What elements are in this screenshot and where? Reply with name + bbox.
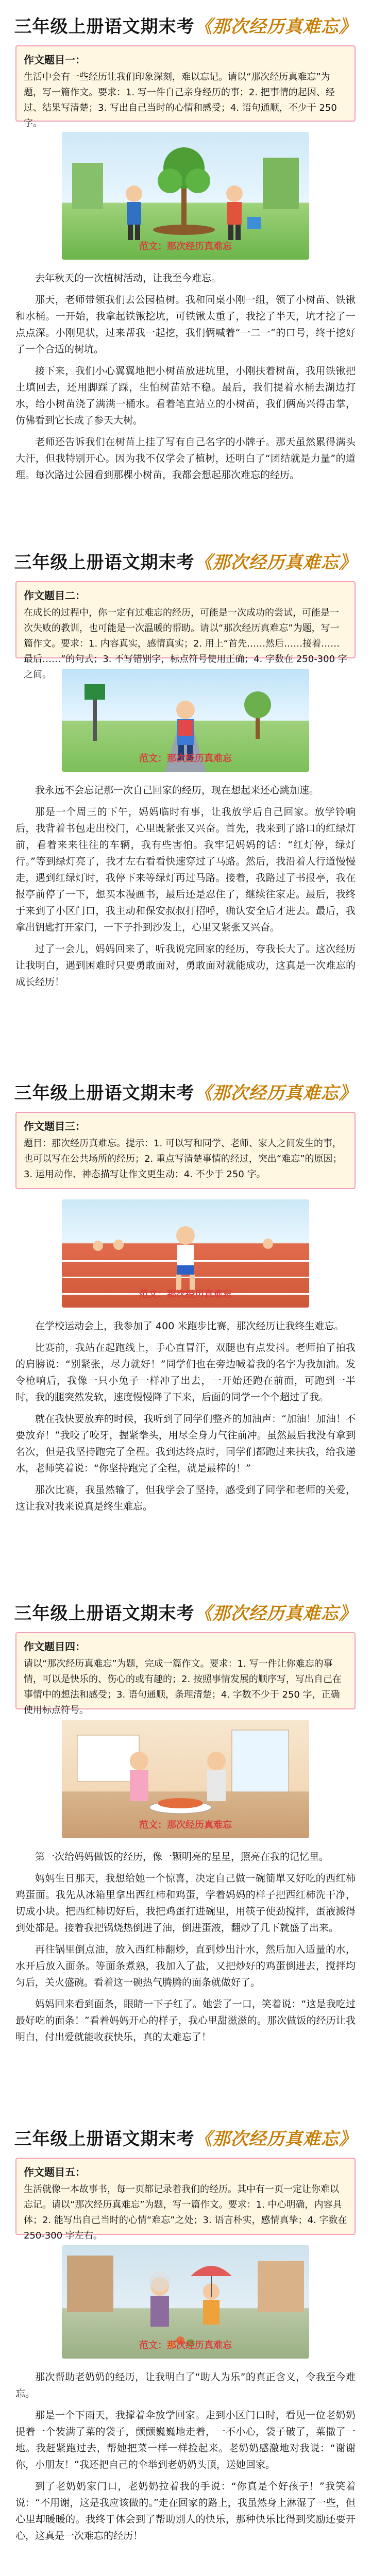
prompt-box (15, 1632, 356, 1716)
section-title (0, 1079, 371, 1104)
essay-body (15, 1318, 356, 1520)
essay-paragraph: 我永远不会忘记那一次自己回家的经历，现在想起来还心跳加速。 (35, 785, 319, 796)
essay-paragraph: 那次比赛，我虽然输了，但我学会了坚持，感受到了同学和老师的关爱，这让我对我来说真是终生难忘。 (15, 1484, 356, 1512)
essay-paragraph: 第一次给妈妈做饭的经历，像一颗明亮的星星，照亮在我的记忆里。 (35, 1851, 329, 1862)
title-highlight: 《那次经历真难忘》 (194, 552, 357, 573)
title-highlight: 《那次经历真难忘》 (194, 16, 357, 37)
essay-paragraph: 那是一个下雨天，我撑着伞放学回家。走到小区门口时，看见一位老奶奶提着一个装满了菜的袋子，颤颤巍巍地走着，一不小心，袋子破了，菜撒了一地。我赶紧跑过去，帮她把菜一样一样捡起来。老奶奶感激地对我说：“谢谢你，小朋友！”我还把自己的伞举到老奶奶头顶，送她回家。 (15, 2410, 356, 2470)
essay-paragraph: 那次帮助老奶奶的经历，让我明白了“助人为乐”的真正含义，令我至今难忘。 (15, 2371, 356, 2399)
essay-paragraph: 去年秋天的一次植树活动，让我至今难忘。 (35, 273, 222, 284)
illustration-cooking (62, 1720, 309, 1838)
essay-paragraph: 妈妈生日那天，我想给她一个惊喜，决定自己做一碗簡單又好吃的西红柿鸡蛋面。我先从冰箱里拿出西红柿和鸡蛋，学着妈妈的样子把西红柿洗干净，切成小块。把西红柿切好后，我把鸡蛋打进碗里，用筷子使劲搅拌，蛋液溅得到处都是。接着我把锅烧热倒进了油，倒进蛋液，翻炒了几下就盛了出来。 (15, 1873, 356, 1934)
prompt-text: 请以“那次经历真难忘”为题，完成一篇作文。要求：1. 写一件让你难忘的事情，可以是快乐的、伤心的或有趣的；2. 按照事情发展的顺序写，写出自己在事情中的想法和感受；3. 语句通顺，条理清楚；4. 字数不少于 250 字，正确使用标点符号。 (24, 1658, 342, 1716)
title-main: 三年级上册语文期末考 (14, 16, 195, 37)
essay-paragraph: 过了一会儿，妈妈回来了，听我说完回家的经历，夸我长大了。这次经历让我明白，遇到困难时只要勇敢面对，勇敢面对就能成功，这真是一次难忘的成长经历！ (15, 943, 356, 988)
title-highlight: 《那次经历真难忘》 (194, 2129, 357, 2149)
illustration-tree-planting (62, 132, 309, 260)
section-title (0, 2125, 371, 2150)
essay-paragraph: 到了老奶奶家门口，老奶奶拉着我的手说：“你真是个好孩子！”我笑着说：“不用谢，这是我应该做的。”走在回家的路上，我虽然身上淋湿了一些，但心里却暖暖的。我终于体会到了帮助别人的快乐，那种快乐比得到奖励还要开心，这真是一次难忘的经历！ (15, 2481, 356, 2541)
essay-body (15, 2369, 356, 2549)
illustration-caption: 范文：那次经历真难忘 (139, 2340, 232, 2351)
prompt-text: 生活就像一本故事书，每一页都记录着我们的经历。其中有一页一定让你难以忘记。请以“那次经历真难忘”为题，写一篇作文。要求：1. 中心明确，内容具体；2. 能写出自己当时的心情“难忘”之处；3. 语言朴实，感情真挚；4. 字数在 250-300 字左右。 (24, 2184, 347, 2241)
section-3 (0, 1066, 371, 1577)
section-1 (0, 0, 371, 520)
essay-paragraph: 那天，老师带领我们去公园植树。我和同桌小刚一组，领了小树苗、铁锹和水桶。一开始，我拿起铁锹挖坑，可铁锹太重了，我挖了半天，坑才挖了一点点深。小刚见状，过来帮我一起挖，我们俩喊着“一二一”的口号，终于挖好了一个合适的树坑。 (15, 294, 356, 355)
title-main: 三年级上册语文期末考 (14, 552, 195, 573)
essay-body (15, 270, 356, 488)
illustration-caption: 范文：那次经历真难忘 (139, 241, 232, 252)
essay-body (15, 782, 356, 995)
title-main: 三年级上册语文期末考 (14, 2129, 195, 2149)
prompt-box (15, 2158, 356, 2241)
title-main: 三年级上册语文期末考 (14, 1603, 195, 1624)
essay-paragraph: 那是一个周三的下午，妈妈临时有事，让我放学后自己回家。放学铃响后，我背着书包走出校门，心里既紧张又兴奋。首先，我来到了路口的红绿灯前，看着来来往往的车辆，我有些害怕。我牢记妈妈的话：“红灯停，绿灯行。”等到绿灯亮了，我才左右看看快速穿过了马路。然后，我沿着人行道慢慢走，遇到红绿灯时，我停下来等绿灯再过马路。接着，我路过了书报亭，我在报亭前停了一下，想买本漫画书，最后还是忍住了，继续往家走。最后，我终于来到了小区门口，我主动和保安叔叔打招呼，确认安全后才进去。最后，我拿出钥匙打开家门，一下子扑到沙发上，心里又紧张又兴奋。 (15, 806, 356, 933)
prompt-title: 作文题目二： (24, 589, 86, 602)
illustration-caption: 范文：那次经历真难忘 (139, 1289, 232, 1300)
prompt-text: 题目：那次经历真难忘。提示：1. 可以写和同学、老师、家人之间发生的事，也可以写在公共场所的经历；2. 重点写清楚事情的经过，突出“难忘”的原因；3. 运用动作、神态描写让作文更生动；4. 不少于 250 字。 (24, 1138, 342, 1180)
prompt-title: 作文题目一： (24, 54, 86, 66)
section-title (0, 1599, 371, 1624)
prompt-title: 作文题目四： (24, 1640, 86, 1653)
essay-paragraph: 再往锅里倒点油，放入西红柿翻炒，直到炒出汁水，然后加入适量的水，水开后放入面条。等面条煮熟，我加入了盐，又把炒好的鸡蛋倒进去，搅拌均匀后，关火盛碗。看着这一碗热气腾腾的面条就做好了。 (15, 1944, 356, 1988)
title-main: 三年级上册语文期末考 (14, 1083, 195, 1104)
essay-paragraph: 比赛前，我站在起跑线上，手心直冒汗，双腿也有点发抖。老师拍了拍我的肩膀说：“别紧张，尽力就好！”同学们也在旁边喊着我的名字为我加油。发令枪响后，我像一只小兔子一样冲了出去，一开始还跑在前面，可跑到一半时，我的腿突然发软，速度慢慢降了下来，后面的同学一个个超过了我。 (15, 1342, 356, 1403)
essay-paragraph: 在学校运动会上，我参加了 400 米跑步比赛，那次经历让我终生难忘。 (35, 1320, 344, 1332)
illustration-caption: 范文：那次经历真难忘 (139, 1820, 232, 1831)
essay-paragraph: 就在我快要放弃的时候，我听到了同学们整齐的加油声：“加油！加油！不要放弃！”我咬了咬牙，握紧拳头，用尽全身力气往前冲。虽然最后我没有拿到名次，但是我坚持跑完了全程。我到达终点时，同学们都跑过来扶我，给我递水，老师笑着说：“你坚持跑完了全程，就是最棒的！” (15, 1413, 356, 1474)
essay-paragraph: 老师还告诉我们在树苗上挂了写有自己名字的小牌子。那天虽然累得满头大汗，但我特别开心。因为我不仅学会了植树，还明白了“团结就是力量”的道理。每次路过公园看到那棵小树苗，我都会想起那次难忘的经历。 (15, 436, 356, 481)
illustration-helping-grandma (62, 2245, 309, 2359)
prompt-text: 生活中会有一些经历让我们印象深刻，难以忘记。请以“那次经历真难忘”为题，写一篇作文。要求：1. 写一件自己亲身经历的事；2. 把事情的起因、经过、结果写清楚；3. 写出自己当时的心情和感受；4. 语句通顺，不少于 250 字。 (24, 72, 337, 129)
section-5 (0, 2112, 371, 2576)
illustration-running-race (62, 1199, 309, 1308)
essay-paragraph: 妈妈回来看到面条，眼睛一下子红了。她尝了一口，笑着说：“这是我吃过最好吃的面条！”看着妈妈开心的样子，我心里甜滋滋的。那次做饭的经历让我明白，付出爱就能收获快乐，真的太难忘了！ (15, 1998, 356, 2043)
prompt-title: 作文题目三： (24, 1120, 86, 1132)
title-highlight: 《那次经历真难忘》 (194, 1083, 357, 1104)
prompt-text: 在成长的过程中，你一定有过难忘的经历，可能是一次成功的尝试，可能是一次失败的教训，也可能是一次温暖的帮助。请以“那次经历真难忘”为题，写一篇作文。要求：1. 内容真实，感情真实；2. 用上“首先……然后……接着……最后……”的句式；3. 不写错别字，标点符号使用正确；4. 字数在 250-300 字之间。 (24, 607, 347, 680)
essay-paragraph: 接下来，我们小心翼翼地把小树苗放进坑里，小刚扶着树苗，我用铁锹把土填回去，还用脚踩了踩，生怕树苗站不稳。最后，我们提着水桶去湖边打水，给小树苗浇了满满一桶水。看着笔直站立的小树苗，我们俩高兴得击掌，仿佛看到它长成了参天大树。 (15, 365, 356, 426)
prompt-title: 作文题目五： (24, 2166, 86, 2178)
section-2 (0, 536, 371, 1056)
prompt-box (15, 581, 356, 680)
illustration-caption: 范文：那次经历真难忘 (139, 753, 232, 764)
section-4 (0, 1587, 371, 2102)
prompt-box (15, 45, 356, 129)
illustration-walking-home (62, 669, 309, 772)
essay-body (15, 1849, 356, 2050)
section-title (0, 12, 371, 38)
prompt-box (15, 1112, 356, 1189)
section-title (0, 548, 371, 573)
title-highlight: 《那次经历真难忘》 (194, 1603, 357, 1624)
